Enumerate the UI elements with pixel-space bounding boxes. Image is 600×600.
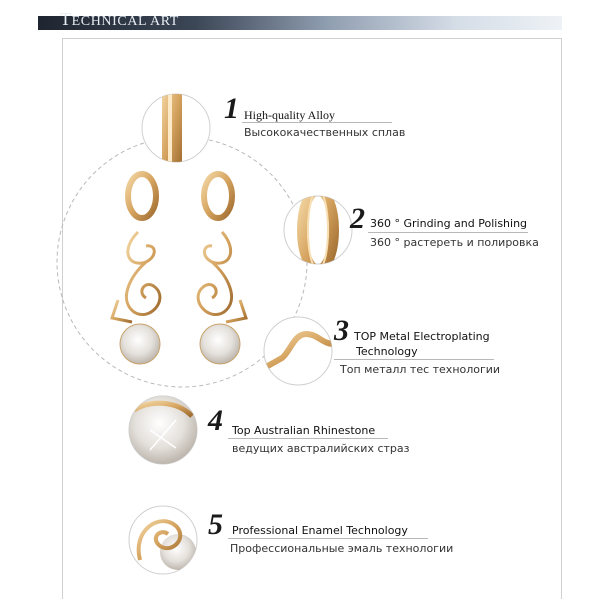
feature-2-number: 2: [350, 202, 365, 235]
feature-1-divider: [242, 122, 392, 123]
feature-4-title: Top Australian Rhinestone: [232, 424, 376, 437]
feature-2-title: 360 ° Grinding and Polishing: [370, 217, 528, 230]
gold-band-closeup-icon: [142, 88, 210, 168]
feature-4-subtitle: ведущих австралийских страз: [232, 442, 410, 455]
earring-left: [112, 174, 160, 364]
feature-5-title: Professional Enamel Technology: [232, 524, 408, 537]
feature-3-subtitle: Топ металл тес технологии: [340, 363, 501, 376]
feature-1-number: 1: [224, 92, 239, 125]
electroplated-wire-closeup-icon: [264, 317, 334, 385]
feature-2-divider: [368, 232, 528, 233]
feature-4-number: 4: [208, 404, 223, 437]
enamel-swirl-closeup-icon: [129, 506, 197, 574]
feature-1-title: High-quality Alloy: [244, 108, 335, 122]
section-title: TECHNICAL ART: [60, 9, 179, 29]
feature-2-subtitle: 360 ° растереть и полировка: [370, 236, 539, 249]
feature-3-number: 3: [334, 314, 349, 347]
feature-3-title-line2: Technology: [356, 345, 418, 358]
feature-1-subtitle: Высококачественных сплав: [244, 126, 406, 139]
feature-5-number: 5: [208, 508, 223, 541]
earring-right: [198, 174, 246, 364]
feature-3-divider: [334, 359, 494, 360]
feature-3-title-line1: TOP Metal Electroplating: [354, 330, 490, 343]
rhinestone-closeup-icon: [129, 396, 197, 464]
feature-5-subtitle: Профессиональные эмаль технологии: [230, 542, 454, 555]
feature-5-divider: [228, 538, 428, 539]
feature-4-divider: [228, 438, 388, 439]
polished-ring-closeup-icon: [284, 190, 352, 270]
